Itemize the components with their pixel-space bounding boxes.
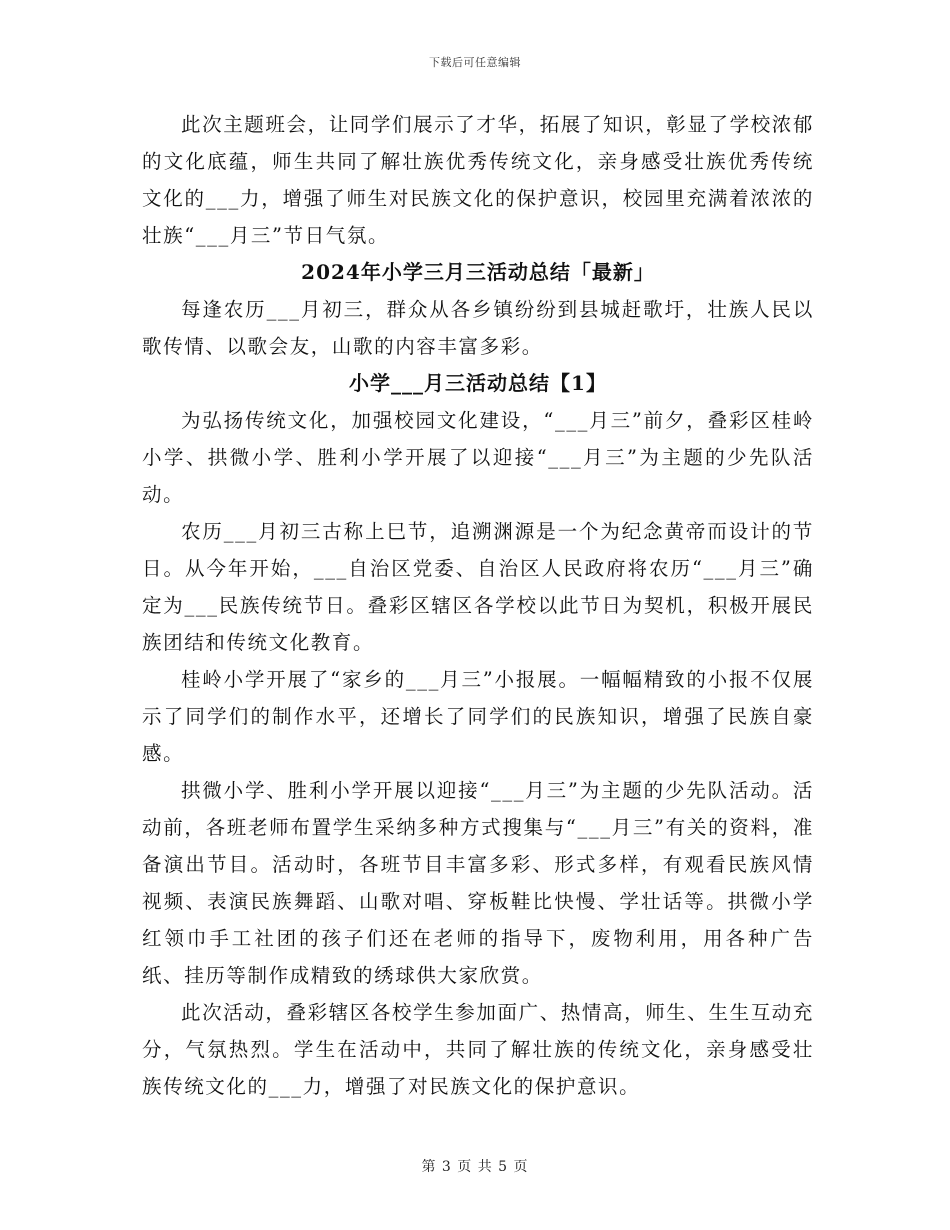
- page-number: 第 3 页 共 5 页: [421, 1159, 529, 1175]
- paragraph-song-fair: 每逢农历___月初三，群众从各乡镇纷纷到县城赶歌圩，壮族人民以歌传情、以歌会友，山歌的内容丰富多彩。: [142, 298, 814, 358]
- section-heading-latest: 2024年小学三月三活动总结「最新」: [301, 260, 655, 284]
- paragraph-guiling-newspaper: 桂岭小学开展了“家乡的___月三”小报展。一幅幅精致的小报不仅展示了同学们的制作水平，还增长了同学们的民族知识，增强了民族自豪感。: [142, 668, 814, 765]
- paragraph-festival-origin: 农历___月初三古称上巳节，追溯渊源是一个为纪念黄帝而设计的节日。从今年开始，___自治区党委、自治区人民政府将农历“___月三”确定为___民族传统节日。叠彩区辖区各学校以此节日为契机，积极开展民族团结和传统文化教育。: [142, 520, 814, 654]
- header-note: 下载后可任意编辑: [429, 56, 521, 69]
- document-body: [142, 106, 814, 1105]
- paragraph-theme-meeting: 此次主题班会，让同学们展示了才华，拓展了知识，彰显了学校浓郁的文化底蕴，师生共同了解壮族优秀传统文化，亲身感受壮族优秀传统文化的___力，增强了师生对民族文化的保护意识，校园里充满着浓浓的壮族“___月三”节日气氛。: [142, 113, 815, 247]
- paragraph-conclusion: 此次活动，叠彩辖区各校学生参加面广、热情高，师生、生生互动充分，气氛热烈。学生在活动中，共同了解壮族的传统文化，亲身感受壮族传统文化的___力，增强了对民族文化的保护意识。: [142, 1001, 815, 1098]
- paragraph-activity-intro: 为弘扬传统文化，加强校园文化建设，“___月三”前夕，叠彩区桂岭小学、拱微小学、胜利小学开展了以迎接“___月三”为主题的少先队活动。: [142, 409, 814, 506]
- paragraph-gongwei-shengli: 拱微小学、胜利小学开展以迎接“___月三”为主题的少先队活动。活动前，各班老师布置学生采纳多种方式搜集与“___月三”有关的资料，准备演出节目。活动时，各班节目丰富多彩、形式多样，有观看民族风情视频、表演民族舞蹈、山歌对唱、穿板鞋比快慢、学壮话等。拱微小学红领巾手工社团的孩子们还在老师的指导下，废物利用，用各种广告纸、挂历等制作成精致的绣球供大家欣赏。: [142, 779, 814, 987]
- section-heading-summary-1: 小学___月三活动总结【1】: [349, 371, 607, 395]
